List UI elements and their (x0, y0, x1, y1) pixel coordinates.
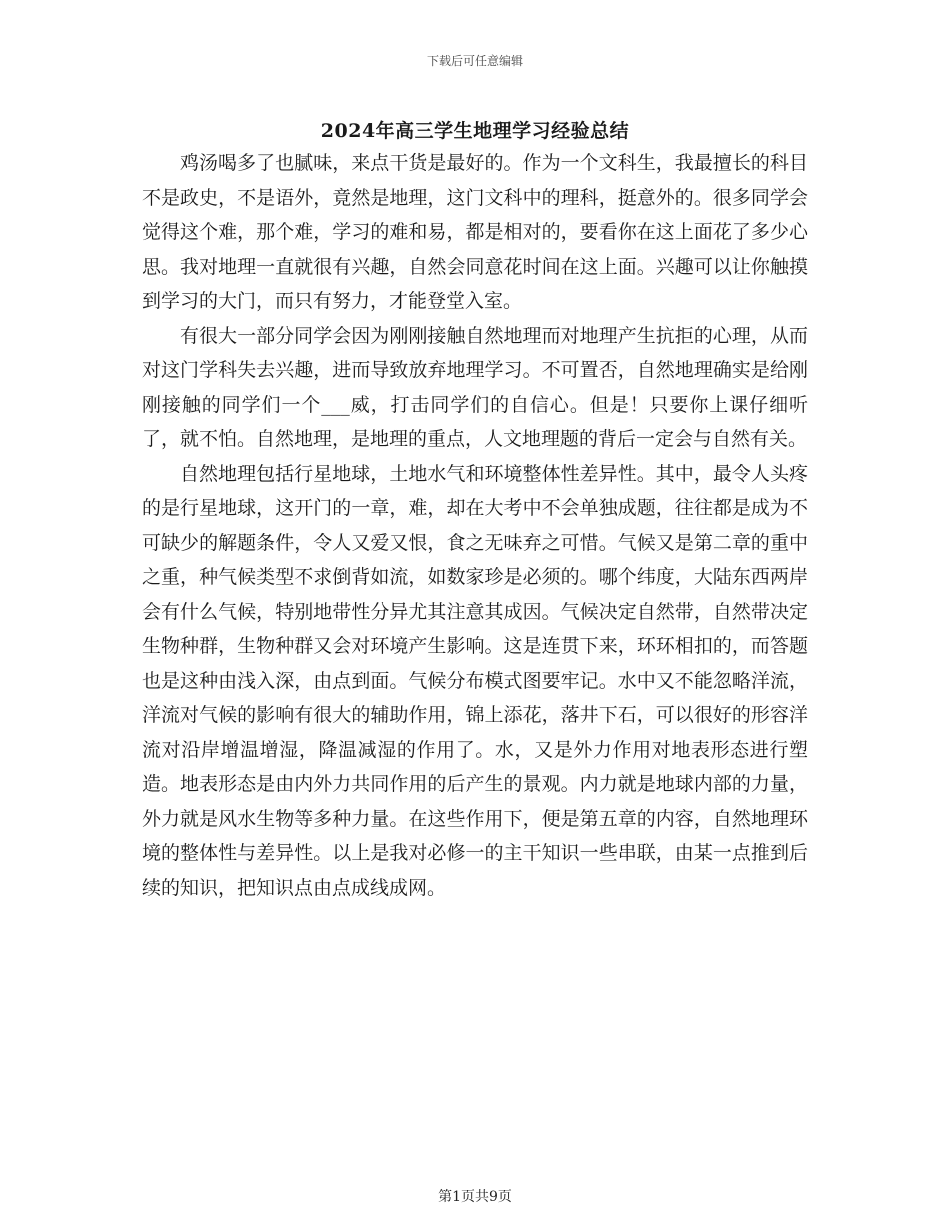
page-number-footer: 第1页共9页 (438, 1189, 512, 1205)
paragraph-3: 自然地理包括行星地球，土地水气和环境整体性差异性。其中，最令人头疼的是行星地球，这开门的一章，难，却在大考中不会单独成题，往往都是成为不可缺少的解题条件，令人又爱又恨，食之无味弃之可惜。气候又是第二章的重中之重，种气候类型不求倒背如流，如数家珍是必须的。哪个纬度，大陆东西两岸会有什么气候，特别地带性分异尤其注意其成因。气候决定自然带，自然带决定生物种群，生物种群又会对环境产生影响。这是连贯下来，环环相扣的，而答题也是这种由浅入深，由点到面。气候分布模式图要牢记。水中又不能忽略洋流，洋流对气候的影响有很大的辅助作用，锦上添花，落井下石，可以很好的形容洋流对沿岸增温增湿，降温减湿的作用了。水，又是外力作用对地表形态进行塑造。地表形态是由内外力共同作用的后产生的景观。内力就是地球内部的力量，外力就是风水生物等多种力量。在这些作用下，便是第五章的内容，自然地理环境的整体性与差异性。以上是我对必修一的主干知识一些串联，由某一点推到后续的知识，把知识点由点成线成网。 (142, 462, 808, 899)
paragraph-1: 鸡汤喝多了也腻味，来点干货是最好的。作为一个文科生，我最擅长的科目不是政史，不是语外，竟然是地理，这门文科中的理科，挺意外的。很多同学会觉得这个难，那个难，学习的难和易，都是相对的，要看你在这上面花了多少心思。我对地理一直就很有兴趣，自然会同意花时间在这上面。兴趣可以让你触摸到学习的大门，而只有努力，才能登堂入室。 (142, 152, 808, 312)
paragraph-2: 有很大一部分同学会因为刚刚接触自然地理而对地理产生抗拒的心理，从而对这门学科失去兴趣，进而导致放弃地理学习。不可置否，自然地理确实是给刚刚接触的同学们一个___威，打击同学们的自信心。但是！只要你上课仔细听了，就不怕。自然地理，是地理的重点，人文地理题的背后一定会与自然有关。 (142, 324, 808, 450)
document-title: 2024年高三学生地理学习经验总结 (320, 120, 630, 142)
page-header-note: 下载后可任意编辑 (426, 54, 523, 68)
document-body (142, 146, 808, 905)
